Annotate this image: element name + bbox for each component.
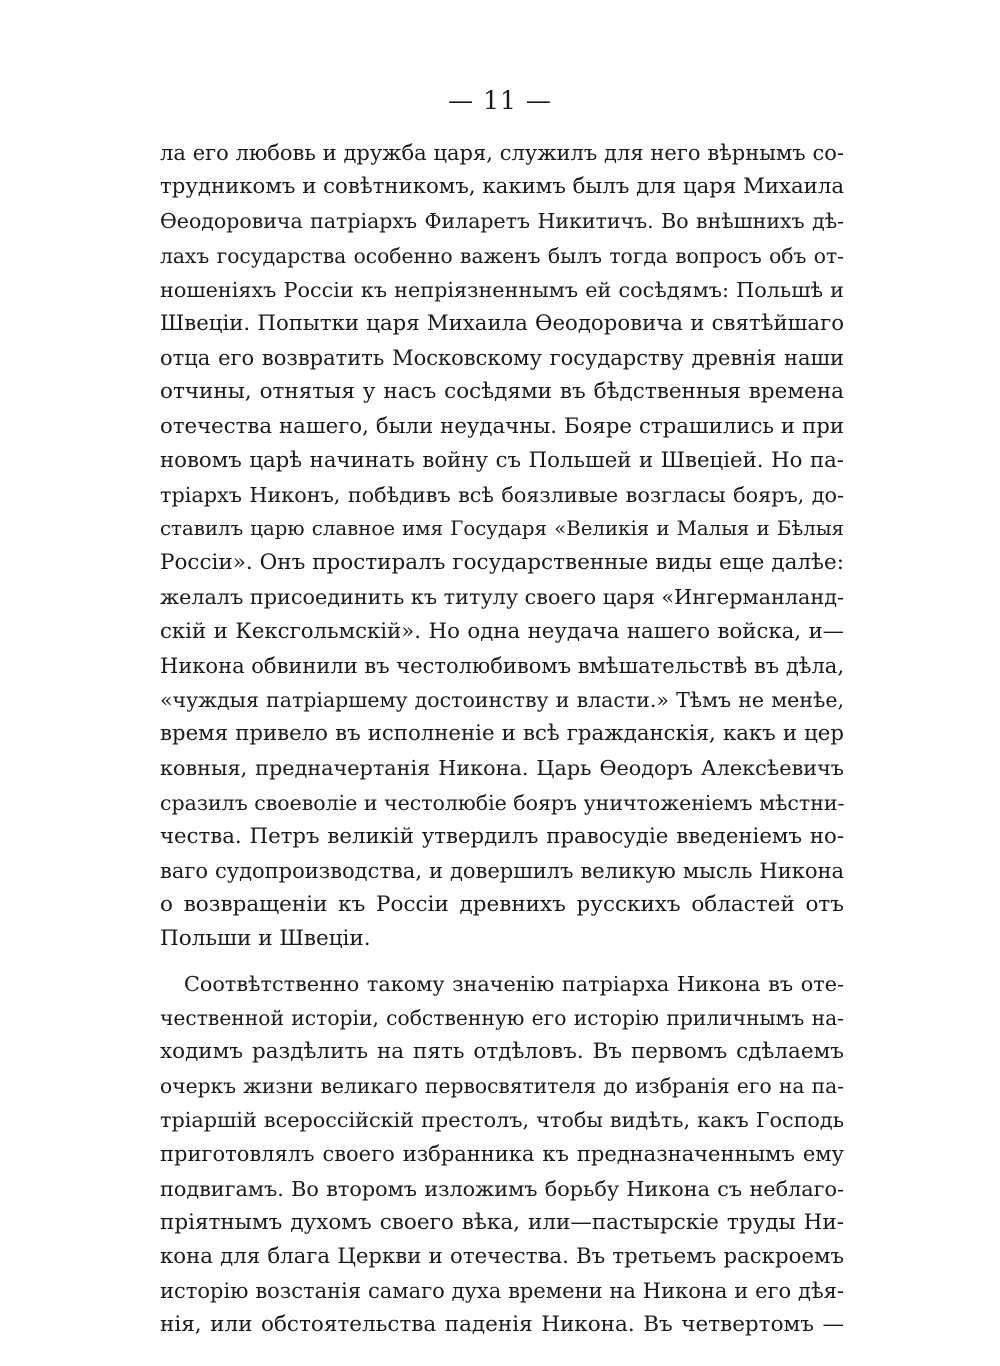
text-line: «чуждыя патріаршему достоинству и власти.» Тѣмъ не менѣе,: [160, 688, 844, 712]
text-line: кона для блага Церкви и отечества. Въ третьемъ раскроемъ: [160, 1244, 844, 1269]
paragraph-1: [160, 136, 844, 957]
text-line: чества. Петръ великій утвердилъ правосудіе введеніемъ но-: [160, 823, 844, 849]
text-line: лахъ государства особенно важенъ былъ тогда вопросъ объ от-: [160, 243, 844, 268]
text-line: желалъ присоединить къ титулу своего царя «Ингерманланд-: [160, 585, 844, 610]
text-line: подвигамъ. Во второмъ изложимъ борьбу Никона съ неблаго-: [160, 1176, 844, 1201]
text-line: новомъ царѣ начинать войну съ Польшей и Швеціей. Но па-: [160, 447, 844, 473]
text-line: исторію возстанія самаго духа времени на Никона и его дѣя-: [160, 1279, 844, 1304]
text-line: Польши и Швеціи.: [160, 926, 371, 952]
text-line: Никона обвинили въ честолюбивомъ вмѣшательствѣ въ дѣла,: [160, 653, 844, 678]
text-line: приготовлялъ своего избранника къ предназначеннымъ ему: [160, 1142, 844, 1167]
text-line: отечества нашего, были неудачны. Бояре страшились и при: [160, 413, 844, 439]
text-line: о возвращеніи къ Россіи древнихъ русскихъ областей отъ: [160, 892, 844, 918]
text-line: время привело въ исполненіе и всѣ гражданскія, какъ и цер: [160, 721, 844, 747]
text-line: отца его возвратить Московскому государству древнія наши: [160, 346, 844, 371]
text-line: ковныя, предначертанія Никона. Царь Ѳеодоръ Алексѣевичъ: [160, 756, 844, 781]
text-line: трудникомъ и совѣтникомъ, какимъ былъ для царя Михаила: [160, 174, 844, 200]
text-line: Россіи». Онъ простиралъ государственные виды еще далѣе:: [160, 550, 844, 576]
text-line: пріятнымъ духомъ своего вѣка, или—пастырскіе труды Ни-: [160, 1209, 844, 1235]
text-line: ставилъ царю славное имя Государя «Великія и Малыя и Бѣлыя: [160, 517, 844, 541]
text-line: ношеніяхъ Россіи къ непріязненнымъ ей сосѣдямъ: Польшѣ и: [160, 277, 844, 302]
text-line: тріаршій всероссійскій престолъ, чтобы видѣть, какъ Господь: [160, 1108, 844, 1133]
paragraph-2: [160, 967, 844, 1343]
text-line: отчины, отнятыя у насъ сосѣдями въ бѣдственныя времена: [160, 379, 844, 405]
text-line: ходимъ раздѣлить на пять отдѣловъ. Въ первомъ сдѣлаемъ: [160, 1038, 844, 1064]
page-number: — 11 —: [448, 86, 552, 115]
text-line: ваго судопроизводства, и довершилъ великую мысль Никона: [160, 858, 844, 883]
paragraph-gap: [160, 957, 844, 967]
text-line: сразилъ своеволіе и честолюбіе бояръ уничтоженіемъ мѣстни-: [160, 790, 844, 815]
body-text: [160, 136, 844, 1343]
text-line: ла его любовь и дружба царя, служилъ для него вѣрнымъ со-: [160, 141, 844, 165]
text-line: Швеціи. Попытки царя Михаила Ѳеодоровича и святѣйшаго: [160, 310, 844, 336]
text-line: скій и Кексгольмскій». Но одна неудача нашего войска, и—: [160, 618, 844, 644]
text-line: тріархъ Никонъ, побѣдивъ всѣ боязливые возгласы бояръ, до-: [160, 482, 844, 507]
text-line: чественной исторіи, собственную его исторію приличнымъ на-: [160, 1005, 844, 1030]
text-line: нія, или обстоятельства паденія Никона. Въ четвертомъ —: [160, 1312, 844, 1338]
text-line: очеркъ жизни великаго первосвятителя до избранія его на па-: [160, 1074, 844, 1099]
text-line: Соотвѣтственно такому значенію патріарха Никона въ оте-: [184, 971, 844, 996]
text-line: Ѳеодоровича патріархъ Филаретъ Никитичъ. Во внѣшнихъ дѣ-: [160, 209, 844, 234]
